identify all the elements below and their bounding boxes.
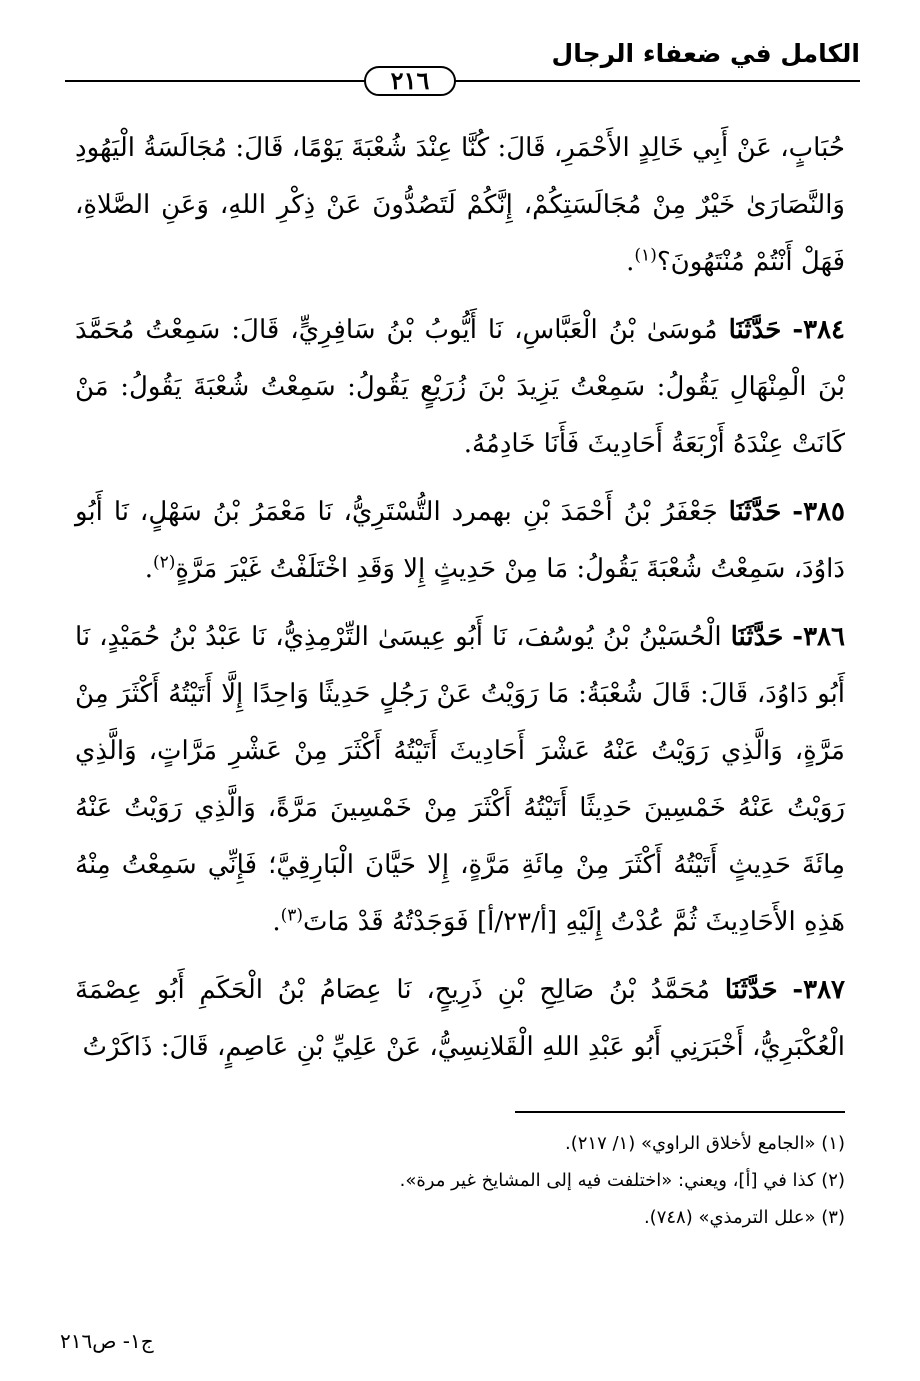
paragraph-tail: . — [272, 907, 281, 937]
footnotes — [75, 1125, 845, 1236]
footnote-reference: (٣) — [280, 905, 304, 926]
paragraph-tail: . — [626, 247, 635, 277]
paragraph-text: حُبَابٍ، عَنْ أَبِي خَالِدٍ الأَحْمَرِ، قَالَ: كُنَّا عِنْدَ شُعْبَةَ يَوْمًا، قَالَ: مُجَالَسَةُ الْيَهُودِ وَالنَّصَارَىٰ خَيْرٌ مِنْ مُجَالَسَتِكُمْ، إِنَّكُمْ لَتَصُدُّونَ عَنْ ذِكْرِ اللهِ، وَعَنِ الصَّلاةِ، فَهَلْ أَنْتُمْ مُنْتَهُونَ؟ — [75, 133, 845, 277]
page-number-badge: ٢١٦ — [364, 66, 456, 96]
hadith-number: ٣٨٧- — [792, 975, 846, 1005]
hadith-text: جَعْفَرُ بْنُ أَحْمَدَ بْنِ بهمرد التُّسْتَرِيُّ، نَا مَعْمَرُ بْنُ سَهْلٍ، نَا أَبُو دَاوُدَ، سَمِعْتُ شُعْبَةَ يَقُولُ: مَا مِنْ حَدِيثٍ إِلا وَقَدِ اخْتَلَفْتُ غَيْرَ مَرَّةٍ — [75, 497, 845, 584]
hadith-lead-word: حَدَّثَنَا — [728, 315, 782, 345]
footnote-rule — [515, 1111, 845, 1113]
hadith-paragraph — [75, 609, 845, 951]
footnote: (١) «الجامع لأخلاق الراوي» (١/ ٢١٧). — [564, 1133, 845, 1154]
footnote-reference: (٢) — [153, 552, 176, 573]
header-rule — [65, 80, 860, 82]
hadith-number: ٣٨٥- — [792, 497, 845, 527]
page-locator: ج١- ص٢١٦ — [60, 1329, 154, 1353]
hadith-paragraph — [75, 302, 845, 473]
hadith-lead-word: حَدَّثَنَا — [724, 975, 778, 1005]
body-text — [75, 120, 845, 1087]
paragraph-tail: . — [144, 554, 153, 584]
footnote-reference: (١) — [634, 245, 657, 266]
hadith-number: ٣٨٦- — [792, 622, 845, 652]
paragraph — [75, 120, 845, 291]
running-header-title: الكامل في ضعفاء الرجال — [551, 39, 860, 68]
hadith-paragraph — [75, 484, 845, 598]
footnote: (٣) «علل الترمذي» (٧٤٨). — [643, 1207, 845, 1228]
hadith-paragraph — [75, 962, 845, 1076]
hadith-text: مُوسَىٰ بْنُ الْعَبَّاسِ، نَا أَيُّوبُ بْنُ سَافِرِيٍّ، قَالَ: سَمِعْتُ مُحَمَّدَ بْنَ الْمِنْهَالِ يَقُولُ: سَمِعْتُ يَزِيدَ بْنَ زُرَيْعٍ يَقُولُ: سَمِعْتُ شُعْبَةَ يَقُولُ: مَنْ كَانَتْ عِنْدَهُ أَرْبَعَةُ أَحَادِيثَ فَأَنَا خَادِمُهُ. — [75, 315, 845, 459]
hadith-lead-word: حَدَّثَنَا — [730, 622, 784, 652]
hadith-text: الْحُسَيْنُ بْنُ يُوسُفَ، نَا أَبُو عِيسَىٰ التِّرْمِذِيُّ، نَا عَبْدُ بْنُ حُمَيْدٍ، نَا أَبُو دَاوُدَ، قَالَ: قَالَ شُعْبَةُ: مَا رَوَيْتُ عَنْ رَجُلٍ حَدِيثًا وَاحِدًا إِلَّا أَتَيْتُهُ أَكْثَرَ مِنْ مَرَّةٍ، وَالَّذِي رَوَيْتُ عَنْهُ عَشْرَ أَحَادِيثَ أَتَيْتُهُ أَكْثَرَ مِنْ عَشْرِ مَرَّاتٍ، وَالَّذِي رَوَيْتُ عَنْهُ خَمْسِينَ حَدِيثًا أَتَيْتُهُ أَكْثَرَ مِنْ خَمْسِينَ مَرَّةً، وَالَّذِي رَوَيْتُ عَنْهُ مِائَةَ حَدِيثٍ أَتَيْتُهُ أَكْثَرَ مِنْ مِائَةِ مَرَّةٍ، إِلا حَيَّانَ الْبَارِقِيَّ؛ فَإِنِّي سَمِعْتُ مِنْهُ هَذِهِ الأَحَادِيثَ ثُمَّ عُدْتُ إِلَيْهِ [أ/٢٣/أ] فَوَجَدْتُهُ قَدْ مَاتَ — [75, 622, 845, 937]
hadith-number: ٣٨٤- — [792, 315, 846, 345]
hadith-text: مُحَمَّدُ بْنُ صَالِحِ بْنِ ذَرِيحٍ، نَا عِصَامُ بْنُ الْحَكَمِ أَبُو عِصْمَةَ الْعُكْبَرِيُّ، أَخْبَرَنِي أَبُو عَبْدِ اللهِ الْقَلانِسِيُّ، عَنْ عَلِيِّ بْنِ عَاصِمٍ، قَالَ: ذَاكَرْتُ — [75, 975, 845, 1062]
hadith-lead-word: حَدَّثَنَا — [728, 497, 782, 527]
footnote: (٢) كذا في [أ]، ويعني: «اختلفت فيه إلى المشايخ غير مرة». — [399, 1170, 845, 1191]
